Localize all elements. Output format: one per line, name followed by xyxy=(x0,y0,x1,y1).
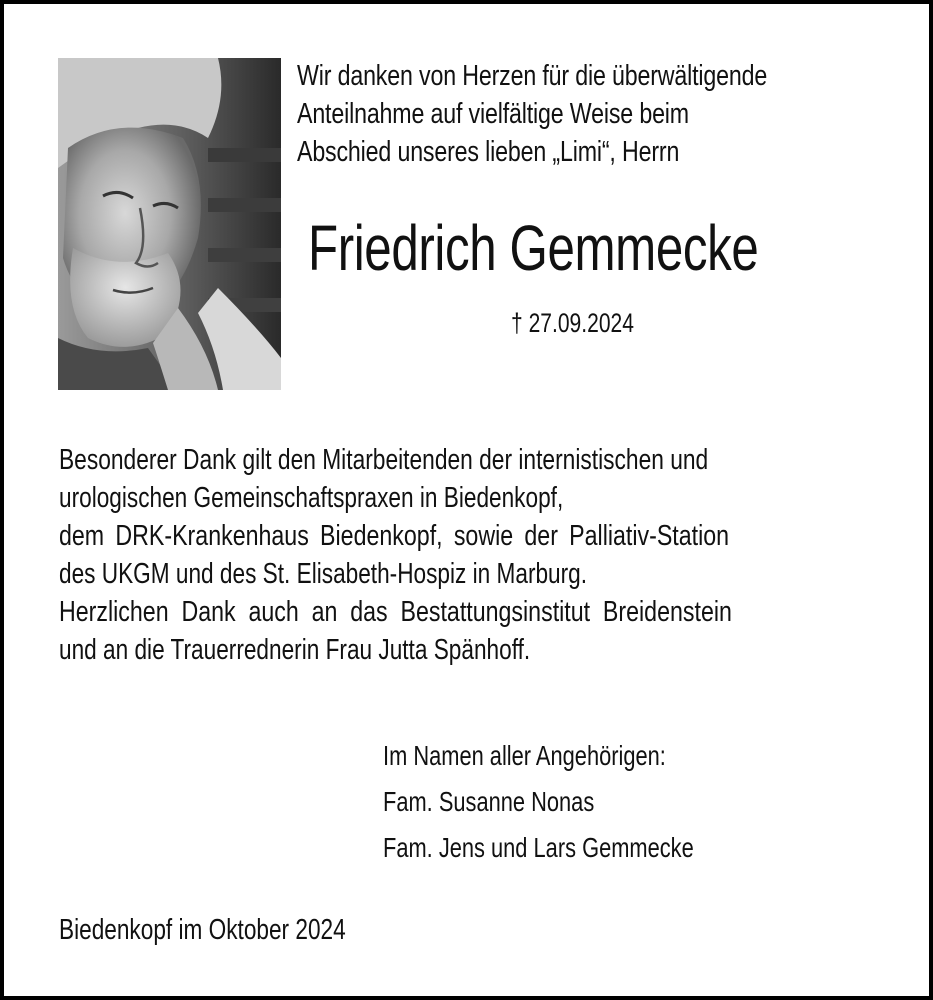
body-line: Herzlichen Dank auch an das Bestattungsinstitut Breidenstein xyxy=(59,596,732,628)
signature-line: Fam. Jens und Lars Gemmecke xyxy=(383,832,694,863)
deceased-name: Friedrich Gemmecke xyxy=(308,212,759,284)
portrait-photo xyxy=(58,58,281,390)
body-line: des UKGM und des St. Elisabeth-Hospiz in Marburg. xyxy=(59,558,588,590)
intro-line: Wir danken von Herzen für die überwältigende xyxy=(297,60,768,92)
signature-heading: Im Namen aller Angehörigen: xyxy=(383,740,666,771)
death-date: † 27.09.2024 xyxy=(511,308,634,338)
intro-line: Anteilnahme auf vielfältige Weise beim xyxy=(297,98,689,130)
place-date: Biedenkopf im Oktober 2024 xyxy=(59,914,346,946)
thanks-paragraph xyxy=(59,441,884,669)
intro-text xyxy=(297,57,885,171)
body-line: urologischen Gemeinschaftspraxen in Biedenkopf, xyxy=(59,482,564,514)
intro-line: Abschied unseres lieben „Limi“, Herrn xyxy=(297,136,680,168)
portrait-image xyxy=(58,58,281,390)
body-line: dem DRK-Krankenhaus Biedenkopf, sowie der Palliativ-Station xyxy=(59,520,730,552)
signature-line: Fam. Susanne Nonas xyxy=(383,786,595,817)
signatures-block xyxy=(383,733,781,871)
body-line: und an die Trauerrednerin Frau Jutta Spänhoff. xyxy=(59,634,531,666)
body-line: Besonderer Dank gilt den Mitarbeitenden der internistischen und xyxy=(59,444,709,476)
